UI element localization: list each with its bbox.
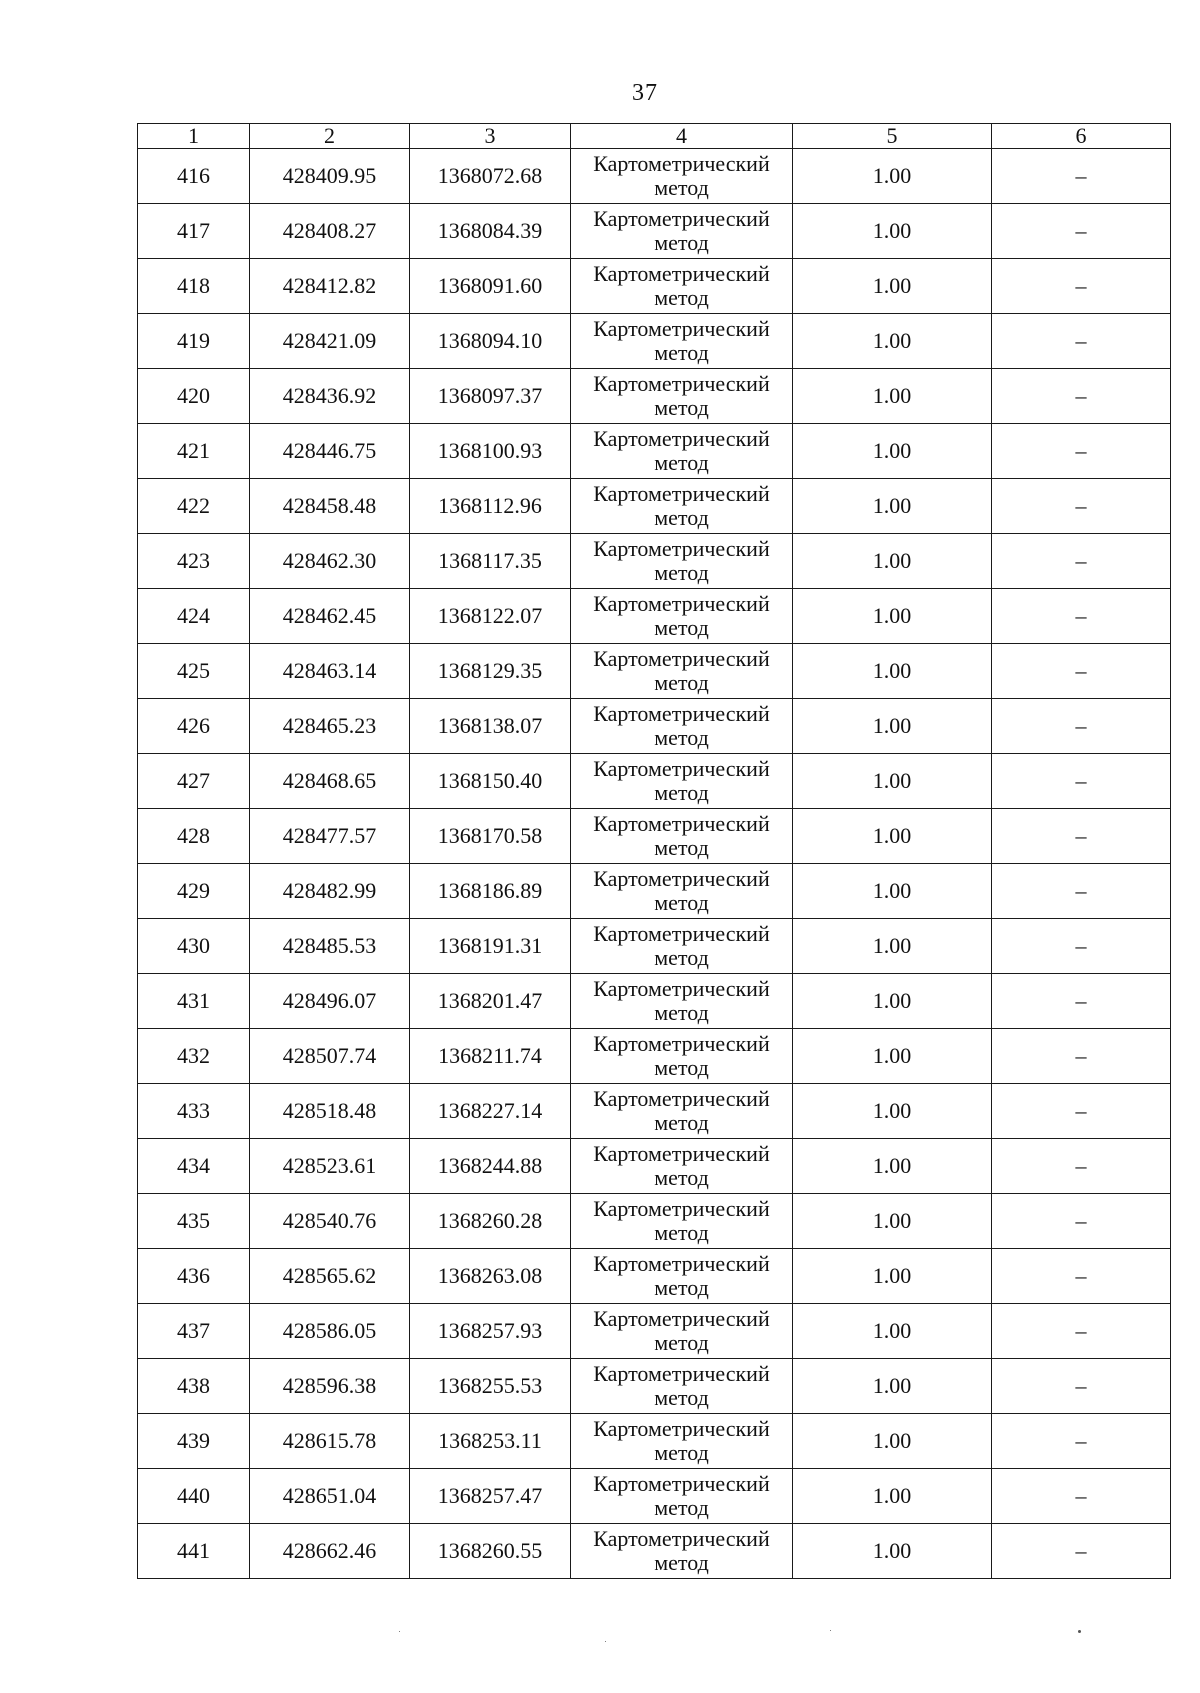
- x-coordinate-cell: 428421.09: [250, 314, 410, 369]
- x-coordinate-cell: 428482.99: [250, 864, 410, 919]
- method-line-1: Картометрический: [593, 756, 770, 781]
- precision-cell: 1.00: [793, 809, 992, 864]
- y-coordinate-cell: 1368260.28: [410, 1194, 571, 1249]
- table-row: [138, 1249, 1171, 1304]
- method-cell: [571, 1029, 793, 1084]
- method-cell: [571, 699, 793, 754]
- x-coordinate-cell: 428458.48: [250, 479, 410, 534]
- y-coordinate-cell: 1368260.55: [410, 1524, 571, 1579]
- method-cell: [571, 149, 793, 204]
- x-coordinate-cell: 428485.53: [250, 919, 410, 974]
- y-coordinate-cell: 1368094.10: [410, 314, 571, 369]
- method-cell: [571, 809, 793, 864]
- method-line-2: метод: [654, 560, 709, 585]
- y-coordinate-cell: 1368244.88: [410, 1139, 571, 1194]
- table-row: [138, 1469, 1171, 1524]
- table-row: [138, 919, 1171, 974]
- note-cell: –: [992, 534, 1171, 589]
- precision-cell: 1.00: [793, 1084, 992, 1139]
- method-cell: [571, 1249, 793, 1304]
- y-coordinate-cell: 1368170.58: [410, 809, 571, 864]
- point-number-cell: 431: [138, 974, 250, 1029]
- table-row: [138, 424, 1171, 479]
- y-coordinate-cell: 1368211.74: [410, 1029, 571, 1084]
- method-cell: [571, 424, 793, 479]
- method-cell: [571, 314, 793, 369]
- method-line-1: Картометрический: [593, 426, 770, 451]
- precision-cell: 1.00: [793, 1249, 992, 1304]
- method-line-1: Картометрический: [593, 811, 770, 836]
- method-line-1: Картометрический: [593, 536, 770, 561]
- table-row: [138, 314, 1171, 369]
- point-number-cell: 435: [138, 1194, 250, 1249]
- method-line-2: метод: [654, 1000, 709, 1025]
- table-row: [138, 369, 1171, 424]
- method-line-1: Картометрический: [593, 1416, 770, 1441]
- precision-cell: 1.00: [793, 1194, 992, 1249]
- method-line-2: метод: [654, 1385, 709, 1410]
- note-cell: –: [992, 1194, 1171, 1249]
- method-line-1: Картометрический: [593, 316, 770, 341]
- point-number-cell: 440: [138, 1469, 250, 1524]
- method-cell: [571, 1304, 793, 1359]
- method-line-1: Картометрический: [593, 151, 770, 176]
- header-col-5: 5: [793, 124, 992, 149]
- method-line-2: метод: [654, 835, 709, 860]
- method-line-1: Картометрический: [593, 921, 770, 946]
- coordinates-table: [137, 123, 1171, 1579]
- method-line-2: метод: [654, 1110, 709, 1135]
- scan-speck: [1078, 1630, 1081, 1633]
- header-col-6: 6: [992, 124, 1171, 149]
- method-cell: [571, 479, 793, 534]
- note-cell: –: [992, 204, 1171, 259]
- x-coordinate-cell: 428586.05: [250, 1304, 410, 1359]
- table-row: [138, 534, 1171, 589]
- method-line-2: метод: [654, 505, 709, 530]
- precision-cell: 1.00: [793, 1139, 992, 1194]
- table-row: [138, 1304, 1171, 1359]
- method-line-1: Картометрический: [593, 646, 770, 671]
- note-cell: –: [992, 1414, 1171, 1469]
- precision-cell: 1.00: [793, 589, 992, 644]
- table-row: [138, 1084, 1171, 1139]
- method-line-2: метод: [654, 1165, 709, 1190]
- x-coordinate-cell: 428463.14: [250, 644, 410, 699]
- precision-cell: 1.00: [793, 369, 992, 424]
- scan-speck: [830, 1630, 831, 1631]
- method-line-2: метод: [654, 725, 709, 750]
- y-coordinate-cell: 1368072.68: [410, 149, 571, 204]
- x-coordinate-cell: 428507.74: [250, 1029, 410, 1084]
- note-cell: –: [992, 1469, 1171, 1524]
- precision-cell: 1.00: [793, 1029, 992, 1084]
- point-number-cell: 416: [138, 149, 250, 204]
- method-line-2: метод: [654, 1220, 709, 1245]
- y-coordinate-cell: 1368191.31: [410, 919, 571, 974]
- method-cell: [571, 259, 793, 314]
- method-line-1: Картометрический: [593, 1306, 770, 1331]
- header-col-2: 2: [250, 124, 410, 149]
- x-coordinate-cell: 428496.07: [250, 974, 410, 1029]
- note-cell: –: [992, 644, 1171, 699]
- scan-speck: [605, 1641, 606, 1642]
- table-body: [138, 149, 1171, 1579]
- table-row: [138, 149, 1171, 204]
- precision-cell: 1.00: [793, 479, 992, 534]
- table-row: [138, 754, 1171, 809]
- x-coordinate-cell: 428412.82: [250, 259, 410, 314]
- method-cell: [571, 644, 793, 699]
- method-line-2: метод: [654, 340, 709, 365]
- x-coordinate-cell: 428462.30: [250, 534, 410, 589]
- table-row: [138, 699, 1171, 754]
- method-line-1: Картометрический: [593, 1251, 770, 1276]
- method-line-1: Картометрический: [593, 591, 770, 616]
- method-cell: [571, 1524, 793, 1579]
- method-cell: [571, 204, 793, 259]
- method-line-2: метод: [654, 1495, 709, 1520]
- y-coordinate-cell: 1368227.14: [410, 1084, 571, 1139]
- table-row: [138, 1524, 1171, 1579]
- y-coordinate-cell: 1368117.35: [410, 534, 571, 589]
- precision-cell: 1.00: [793, 204, 992, 259]
- table-row: [138, 479, 1171, 534]
- y-coordinate-cell: 1368097.37: [410, 369, 571, 424]
- method-line-2: метод: [654, 615, 709, 640]
- point-number-cell: 433: [138, 1084, 250, 1139]
- method-line-1: Картометрический: [593, 1141, 770, 1166]
- x-coordinate-cell: 428518.48: [250, 1084, 410, 1139]
- scan-speck: [399, 1631, 400, 1632]
- method-cell: [571, 1359, 793, 1414]
- y-coordinate-cell: 1368201.47: [410, 974, 571, 1029]
- method-line-2: метод: [654, 285, 709, 310]
- x-coordinate-cell: 428436.92: [250, 369, 410, 424]
- point-number-cell: 420: [138, 369, 250, 424]
- x-coordinate-cell: 428523.61: [250, 1139, 410, 1194]
- x-coordinate-cell: 428465.23: [250, 699, 410, 754]
- precision-cell: 1.00: [793, 149, 992, 204]
- point-number-cell: 437: [138, 1304, 250, 1359]
- point-number-cell: 428: [138, 809, 250, 864]
- page-number: 37: [632, 80, 658, 106]
- note-cell: –: [992, 1139, 1171, 1194]
- x-coordinate-cell: 428477.57: [250, 809, 410, 864]
- point-number-cell: 427: [138, 754, 250, 809]
- precision-cell: 1.00: [793, 534, 992, 589]
- method-line-2: метод: [654, 670, 709, 695]
- method-line-2: метод: [654, 945, 709, 970]
- point-number-cell: 429: [138, 864, 250, 919]
- method-cell: [571, 754, 793, 809]
- note-cell: –: [992, 864, 1171, 919]
- method-cell: [571, 534, 793, 589]
- method-cell: [571, 1469, 793, 1524]
- note-cell: –: [992, 1029, 1171, 1084]
- method-cell: [571, 369, 793, 424]
- table-row: [138, 1414, 1171, 1469]
- note-cell: –: [992, 479, 1171, 534]
- precision-cell: 1.00: [793, 864, 992, 919]
- note-cell: –: [992, 809, 1171, 864]
- method-cell: [571, 919, 793, 974]
- point-number-cell: 417: [138, 204, 250, 259]
- x-coordinate-cell: 428409.95: [250, 149, 410, 204]
- y-coordinate-cell: 1368112.96: [410, 479, 571, 534]
- y-coordinate-cell: 1368100.93: [410, 424, 571, 479]
- method-line-2: метод: [654, 1330, 709, 1355]
- method-line-1: Картометрический: [593, 1471, 770, 1496]
- note-cell: –: [992, 919, 1171, 974]
- y-coordinate-cell: 1368257.47: [410, 1469, 571, 1524]
- point-number-cell: 425: [138, 644, 250, 699]
- note-cell: –: [992, 1249, 1171, 1304]
- method-cell: [571, 1194, 793, 1249]
- x-coordinate-cell: 428651.04: [250, 1469, 410, 1524]
- x-coordinate-cell: 428540.76: [250, 1194, 410, 1249]
- method-line-1: Картометрический: [593, 206, 770, 231]
- method-line-2: метод: [654, 780, 709, 805]
- note-cell: –: [992, 369, 1171, 424]
- method-cell: [571, 1414, 793, 1469]
- table-row: [138, 259, 1171, 314]
- precision-cell: 1.00: [793, 699, 992, 754]
- point-number-cell: 424: [138, 589, 250, 644]
- precision-cell: 1.00: [793, 1304, 992, 1359]
- method-line-2: метод: [654, 230, 709, 255]
- note-cell: –: [992, 259, 1171, 314]
- table-header: [138, 124, 1171, 149]
- method-line-1: Картометрический: [593, 481, 770, 506]
- point-number-cell: 438: [138, 1359, 250, 1414]
- y-coordinate-cell: 1368091.60: [410, 259, 571, 314]
- note-cell: –: [992, 699, 1171, 754]
- note-cell: –: [992, 754, 1171, 809]
- y-coordinate-cell: 1368138.07: [410, 699, 571, 754]
- precision-cell: 1.00: [793, 314, 992, 369]
- point-number-cell: 430: [138, 919, 250, 974]
- note-cell: –: [992, 1304, 1171, 1359]
- header-col-4: 4: [571, 124, 793, 149]
- method-line-2: метод: [654, 1440, 709, 1465]
- note-cell: –: [992, 149, 1171, 204]
- x-coordinate-cell: 428596.38: [250, 1359, 410, 1414]
- point-number-cell: 436: [138, 1249, 250, 1304]
- method-line-2: метод: [654, 175, 709, 200]
- table-row: [138, 644, 1171, 699]
- point-number-cell: 434: [138, 1139, 250, 1194]
- table-row: [138, 1029, 1171, 1084]
- table-row: [138, 204, 1171, 259]
- x-coordinate-cell: 428615.78: [250, 1414, 410, 1469]
- method-line-2: метод: [654, 890, 709, 915]
- method-line-1: Картометрический: [593, 1526, 770, 1551]
- x-coordinate-cell: 428468.65: [250, 754, 410, 809]
- method-line-1: Картометрический: [593, 866, 770, 891]
- note-cell: –: [992, 424, 1171, 479]
- y-coordinate-cell: 1368150.40: [410, 754, 571, 809]
- point-number-cell: 432: [138, 1029, 250, 1084]
- note-cell: –: [992, 1359, 1171, 1414]
- table-row: [138, 589, 1171, 644]
- method-cell: [571, 589, 793, 644]
- y-coordinate-cell: 1368255.53: [410, 1359, 571, 1414]
- table-row: [138, 1194, 1171, 1249]
- point-number-cell: 419: [138, 314, 250, 369]
- note-cell: –: [992, 589, 1171, 644]
- x-coordinate-cell: 428462.45: [250, 589, 410, 644]
- point-number-cell: 439: [138, 1414, 250, 1469]
- precision-cell: 1.00: [793, 424, 992, 479]
- precision-cell: 1.00: [793, 974, 992, 1029]
- note-cell: –: [992, 1084, 1171, 1139]
- x-coordinate-cell: 428662.46: [250, 1524, 410, 1579]
- method-line-1: Картометрический: [593, 1031, 770, 1056]
- x-coordinate-cell: 428446.75: [250, 424, 410, 479]
- table-row: [138, 809, 1171, 864]
- header-row: [138, 124, 1171, 149]
- method-line-2: метод: [654, 1055, 709, 1080]
- y-coordinate-cell: 1368263.08: [410, 1249, 571, 1304]
- note-cell: –: [992, 1524, 1171, 1579]
- y-coordinate-cell: 1368257.93: [410, 1304, 571, 1359]
- y-coordinate-cell: 1368122.07: [410, 589, 571, 644]
- precision-cell: 1.00: [793, 1469, 992, 1524]
- method-line-1: Картометрический: [593, 1361, 770, 1386]
- precision-cell: 1.00: [793, 644, 992, 699]
- y-coordinate-cell: 1368253.11: [410, 1414, 571, 1469]
- note-cell: –: [992, 314, 1171, 369]
- precision-cell: 1.00: [793, 1524, 992, 1579]
- method-line-1: Картометрический: [593, 1196, 770, 1221]
- y-coordinate-cell: 1368186.89: [410, 864, 571, 919]
- point-number-cell: 422: [138, 479, 250, 534]
- table-row: [138, 1359, 1171, 1414]
- y-coordinate-cell: 1368084.39: [410, 204, 571, 259]
- point-number-cell: 421: [138, 424, 250, 479]
- method-cell: [571, 864, 793, 919]
- header-col-1: 1: [138, 124, 250, 149]
- method-line-1: Картометрический: [593, 261, 770, 286]
- y-coordinate-cell: 1368129.35: [410, 644, 571, 699]
- method-cell: [571, 1084, 793, 1139]
- method-line-1: Картометрический: [593, 701, 770, 726]
- method-line-1: Картометрический: [593, 1086, 770, 1111]
- point-number-cell: 426: [138, 699, 250, 754]
- x-coordinate-cell: 428408.27: [250, 204, 410, 259]
- table-row: [138, 864, 1171, 919]
- precision-cell: 1.00: [793, 919, 992, 974]
- method-line-2: метод: [654, 1275, 709, 1300]
- method-line-2: метод: [654, 450, 709, 475]
- x-coordinate-cell: 428565.62: [250, 1249, 410, 1304]
- method-cell: [571, 974, 793, 1029]
- precision-cell: 1.00: [793, 754, 992, 809]
- note-cell: –: [992, 974, 1171, 1029]
- table-row: [138, 974, 1171, 1029]
- precision-cell: 1.00: [793, 1414, 992, 1469]
- method-line-2: метод: [654, 1550, 709, 1575]
- header-col-3: 3: [410, 124, 571, 149]
- method-cell: [571, 1139, 793, 1194]
- point-number-cell: 423: [138, 534, 250, 589]
- method-line-1: Картометрический: [593, 371, 770, 396]
- precision-cell: 1.00: [793, 1359, 992, 1414]
- precision-cell: 1.00: [793, 259, 992, 314]
- point-number-cell: 418: [138, 259, 250, 314]
- method-line-2: метод: [654, 395, 709, 420]
- point-number-cell: 441: [138, 1524, 250, 1579]
- table-row: [138, 1139, 1171, 1194]
- method-line-1: Картометрический: [593, 976, 770, 1001]
